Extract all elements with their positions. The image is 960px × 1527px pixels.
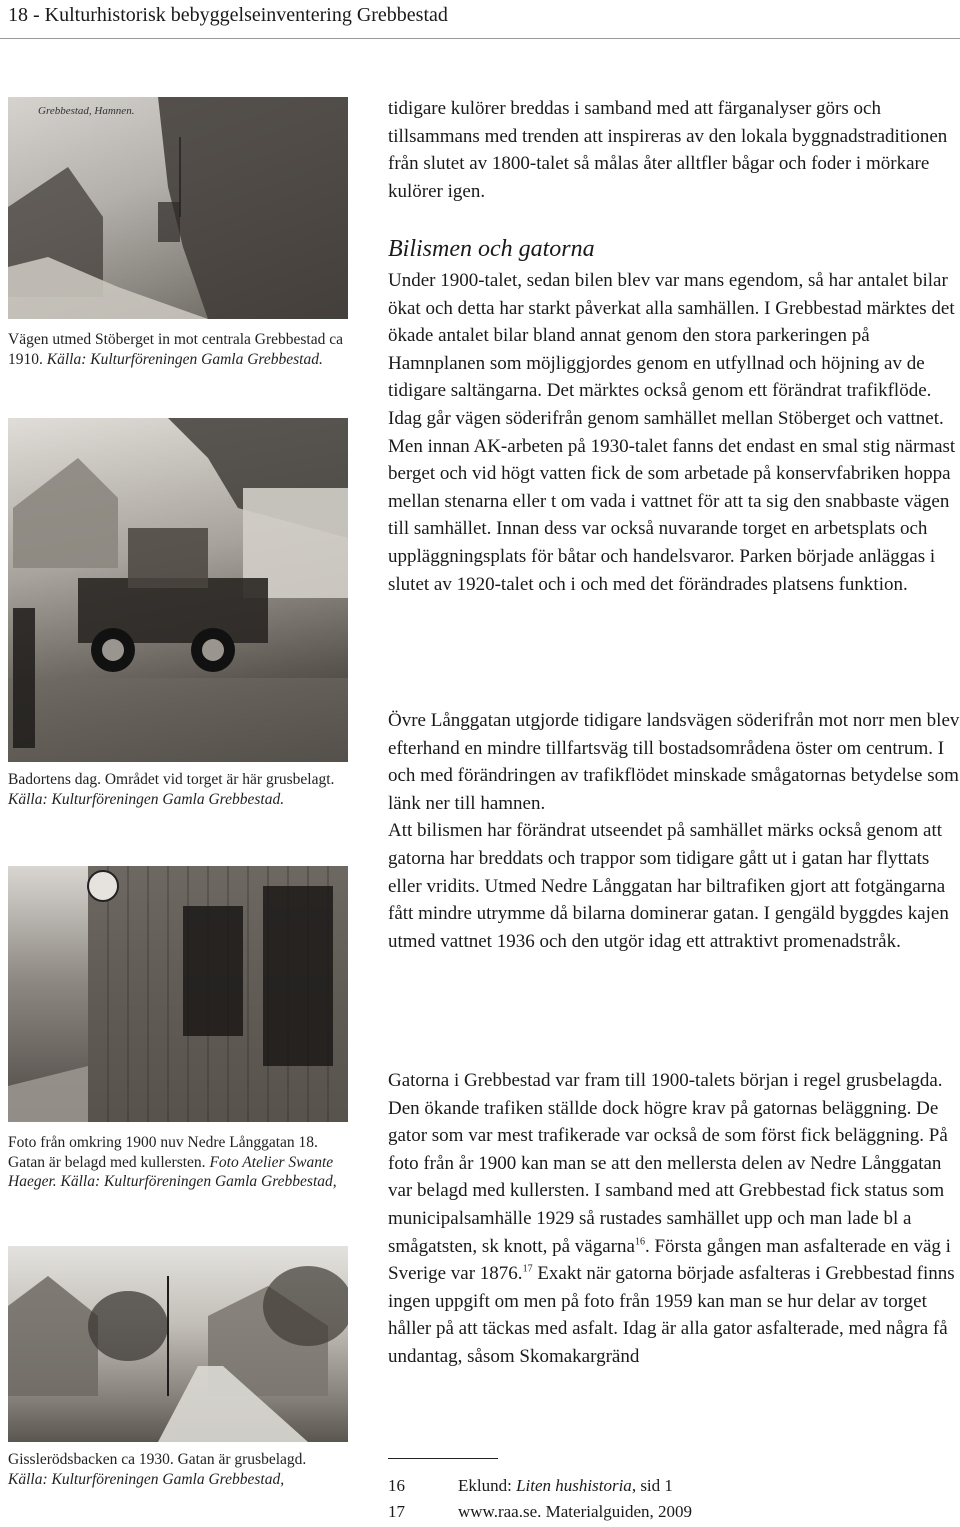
footnote-number: 17: [388, 1502, 405, 1521]
paragraph-text: Under 1900-talet, sedan bilen blev var mans egendom, så har antalet bilar ökat och detta har starkt påverkat alla samhällen. I Grebbestad märktes det ökade antalet bilar bland annat genom den stora parkeringen på Hamnplanen som möjliggjordes genom en utfyllnad och höjning av de tidigare saltängarna. Det märktes också genom ett förändrat trafikflöde. Idag går vägen söderifrån genom samhället mellan Stöberget och vattnet. Men innan AK-arbeten på 1930-talet fanns det endast en smal stig närmast berget och vid högt vatten fick de som arbetade på konservfabriken hoppa mellan stenarna eller t om vada i vattnet för att ta sig den snabbaste vägen till samhället. Innan dess var också nuvarande torget en arbetsplats och uppläggningsplats för båtar och handelsvaror. Parken började anläggas i slutet av 1920-talet och i och med det förändrades platsens funktion.: [388, 270, 956, 595]
photo-gisslerodsbacken: [8, 1246, 348, 1442]
photo-street-graphic: [8, 1246, 348, 1442]
caption-text: Foto från omkring 1900 nuv Nedre Långgatan 18. Gatan är belagd med kullersten.: [8, 1134, 318, 1171]
caption-source: Källa: Kulturföreningen Gamla Grebbestad.: [8, 790, 285, 808]
footnote-ref-16[interactable]: 16: [634, 1236, 645, 1248]
body-paragraph-1: [388, 267, 960, 598]
paragraph-text: Gatorna i Grebbestad var fram till 1900-talets början i regel grusbelagda. Den ökande trafiken ställde dock högre krav på gatornas beläggning. De gator som var mest trafikerade var också de som först fick beläggning. På foto från år 1900 kan man se att den mellersta delen av Nedre Långgatan var belagd med kullersten. I samband med att Grebbestad fick status som municipalsamhälle 1929 så rustades samhället upp och man lade bl a smågatsten, sk knott, på vägarna: [388, 1070, 948, 1257]
footnote-text: www.raa.se. Materialguiden, 2009: [458, 1502, 692, 1521]
footnote-title: Liten hushistoria: [516, 1476, 632, 1495]
photo-stoberget-graphic: [8, 97, 348, 319]
caption-source: Foto Atelier Swante Haeger. Källa: Kulturföreningen Gamla Grebbestad,: [8, 1153, 337, 1190]
footnote-divider: [388, 1458, 498, 1459]
body-paragraph-2: [388, 707, 960, 955]
caption-photo-3: [8, 1133, 348, 1192]
section-heading: Bilismen och gatorna: [388, 236, 595, 262]
caption-text: Vägen utmed Stöberget in mot centrala Grebbestad ca 1910.: [8, 331, 343, 368]
caption-source: Källa: Kulturföreningen Gamla Grebbestad,: [8, 1470, 285, 1488]
caption-text: Badortens dag. Området vid torget är här grusbelagt.: [8, 771, 335, 788]
footnote-ref-17[interactable]: 17: [522, 1263, 533, 1275]
paragraph-text: . Första gången man asfalterade en väg i Sverige var 1876.: [388, 1235, 951, 1285]
caption-source: Källa: Kulturföreningen Gamla Grebbestad.: [46, 350, 323, 368]
caption-photo-4: [8, 1450, 368, 1489]
caption-photo-1: [8, 330, 358, 369]
photo-stoberget-road: [8, 97, 348, 319]
paragraph-text: Övre Långgatan utgjorde tidigare landsvägen söderifrån mot norr men blev efterhand en mindre tillfartsväg till bostadsområdena öster om centrum. I och med förändringen av trafikflödet minskade smågatornas betydelse som länk ner till hamnen.: [388, 710, 960, 814]
body-intro: [388, 95, 960, 205]
caption-text: Gisslerödsbacken ca 1930. Gatan är grusbelagd.: [8, 1451, 307, 1468]
intro-paragraph: tidigare kulörer breddas i samband med att färganalyser görs och tillsammans med trenden att inspireras av den lokala byggnadstraditionen från slutet av 1800-talet så målas åter alltfler bågar och foder i mörkare kulörer igen.: [388, 98, 948, 202]
caption-photo-2: [8, 770, 368, 809]
page-title: 18 - Kulturhistorisk bebyggelseinventering Grebbestad: [8, 4, 448, 26]
page-header: [0, 0, 960, 39]
footnote-17: [388, 1501, 692, 1523]
footnote-text: Eklund:: [458, 1476, 517, 1495]
paragraph-text: Att bilismen har förändrat utseendet på samhället märks också genom att gatorna har breddats och trappor som tidigare gått ut i gatan har flyttats eller vridits. Utmed Nedre Långgatan har biltrafiken gjort att fotgängarna fått mindre utrymme då bilarna dominerar gatan. I gengäld byggdes kajen utmed vattnet 1936 och den utgör idag ett attraktivt promenadstråk.: [388, 820, 949, 952]
photo-building-graphic: [8, 866, 348, 1122]
photo-nedre-langgatan: [8, 866, 348, 1122]
paragraph-text: Exakt när gatorna började asfalteras i Grebbestad finns ingen uppgift om men på foto från 1959 kan man se hur delar av torget håller på att täckas med asfalt. Idag är alla gator asfalterade, med några få undantag, såsom Skomakargränd: [388, 1263, 955, 1367]
photo-badortens-dag: [8, 418, 348, 762]
footnote-16: [388, 1475, 673, 1497]
photo-inscription: Grebbestad, Hamnen.: [38, 105, 135, 117]
body-paragraph-4: [388, 1067, 960, 1371]
footnote-number: 16: [388, 1476, 405, 1495]
footnote-text: , sid 1: [631, 1476, 673, 1495]
photo-truck-graphic: [8, 418, 348, 762]
